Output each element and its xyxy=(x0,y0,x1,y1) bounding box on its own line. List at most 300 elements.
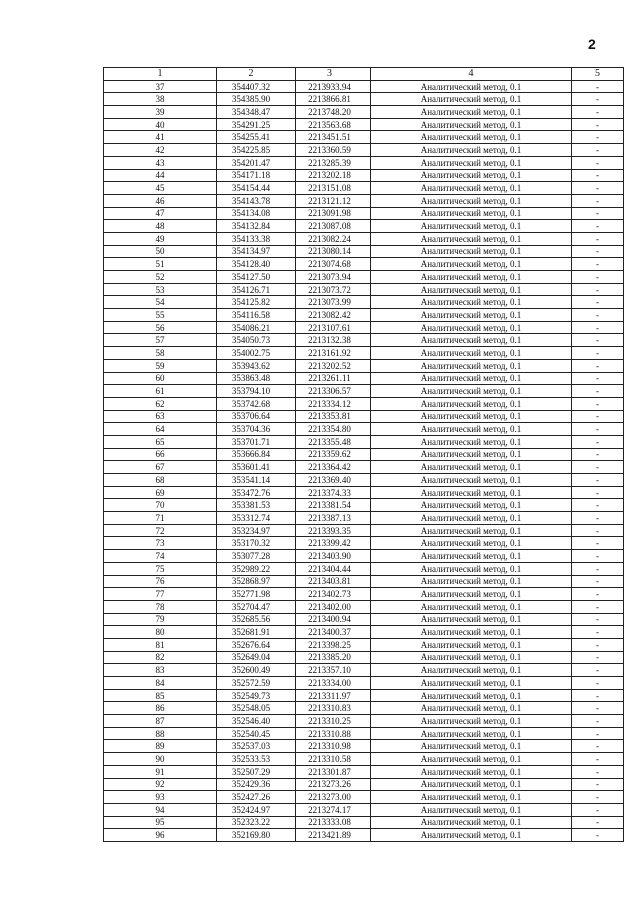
x-coordinate-cell: 354134.97 xyxy=(217,245,296,258)
y-coordinate-cell: 2213285.39 xyxy=(296,156,371,169)
x-coordinate-cell: 353312.74 xyxy=(217,512,296,525)
y-coordinate-cell: 2213080.14 xyxy=(296,245,371,258)
note-cell: - xyxy=(572,118,624,131)
table-row xyxy=(104,372,624,385)
note-cell: - xyxy=(572,207,624,220)
y-coordinate-cell: 2213355.48 xyxy=(296,435,371,448)
point-number-cell: 64 xyxy=(104,423,217,436)
point-number-cell: 62 xyxy=(104,397,217,410)
point-number-cell: 94 xyxy=(104,803,217,816)
note-cell: - xyxy=(572,232,624,245)
method-cell: Аналитический метод, 0.1 xyxy=(371,550,572,563)
note-cell: - xyxy=(572,626,624,639)
x-coordinate-cell: 352323.22 xyxy=(217,816,296,829)
method-cell: Аналитический метод, 0.1 xyxy=(371,435,572,448)
point-number-cell: 56 xyxy=(104,321,217,334)
x-coordinate-cell: 354086.21 xyxy=(217,321,296,334)
x-coordinate-cell: 354132.84 xyxy=(217,220,296,233)
method-cell: Аналитический метод, 0.1 xyxy=(371,474,572,487)
y-coordinate-cell: 2213310.98 xyxy=(296,740,371,753)
point-number-cell: 87 xyxy=(104,715,217,728)
method-cell: Аналитический метод, 0.1 xyxy=(371,753,572,766)
point-number-cell: 76 xyxy=(104,575,217,588)
table-row xyxy=(104,397,624,410)
note-cell: - xyxy=(572,486,624,499)
x-coordinate-cell: 352540.45 xyxy=(217,727,296,740)
method-cell: Аналитический метод, 0.1 xyxy=(371,588,572,601)
y-coordinate-cell: 2213451.51 xyxy=(296,131,371,144)
x-coordinate-cell: 354225.85 xyxy=(217,144,296,157)
note-cell: - xyxy=(572,499,624,512)
table-row xyxy=(104,283,624,296)
note-cell: - xyxy=(572,169,624,182)
table-row xyxy=(104,600,624,613)
point-number-cell: 69 xyxy=(104,486,217,499)
x-coordinate-cell: 353541.14 xyxy=(217,474,296,487)
method-cell: Аналитический метод, 0.1 xyxy=(371,613,572,626)
x-coordinate-cell: 352424.97 xyxy=(217,803,296,816)
table-row xyxy=(104,474,624,487)
note-cell: - xyxy=(572,600,624,613)
y-coordinate-cell: 2213310.88 xyxy=(296,727,371,740)
method-cell: Аналитический метод, 0.1 xyxy=(371,575,572,588)
method-cell: Аналитический метод, 0.1 xyxy=(371,131,572,144)
table-row xyxy=(104,423,624,436)
x-coordinate-cell: 352649.04 xyxy=(217,651,296,664)
y-coordinate-cell: 2213301.87 xyxy=(296,765,371,778)
x-coordinate-cell: 353381.53 xyxy=(217,499,296,512)
x-coordinate-cell: 354348.47 xyxy=(217,106,296,119)
method-cell: Аналитический метод, 0.1 xyxy=(371,803,572,816)
x-coordinate-cell: 353863.48 xyxy=(217,372,296,385)
note-cell: - xyxy=(572,144,624,157)
point-number-cell: 66 xyxy=(104,448,217,461)
note-cell: - xyxy=(572,791,624,804)
table-row xyxy=(104,512,624,525)
note-cell: - xyxy=(572,461,624,474)
x-coordinate-cell: 352537.03 xyxy=(217,740,296,753)
x-coordinate-cell: 352169.80 xyxy=(217,829,296,842)
point-number-cell: 96 xyxy=(104,829,217,842)
note-cell: - xyxy=(572,677,624,690)
table-row xyxy=(104,524,624,537)
x-coordinate-cell: 352989.22 xyxy=(217,562,296,575)
x-coordinate-cell: 354133.38 xyxy=(217,232,296,245)
note-cell: - xyxy=(572,638,624,651)
y-coordinate-cell: 2213385.20 xyxy=(296,651,371,664)
x-coordinate-cell: 354385.90 xyxy=(217,93,296,106)
table-row xyxy=(104,537,624,550)
column-header: 1 xyxy=(104,68,217,81)
table-row xyxy=(104,626,624,639)
method-cell: Аналитический метод, 0.1 xyxy=(371,512,572,525)
point-number-cell: 68 xyxy=(104,474,217,487)
note-cell: - xyxy=(572,702,624,715)
table-row xyxy=(104,93,624,106)
table-row xyxy=(104,296,624,309)
point-number-cell: 52 xyxy=(104,271,217,284)
x-coordinate-cell: 353077.28 xyxy=(217,550,296,563)
column-header: 4 xyxy=(371,68,572,81)
x-coordinate-cell: 352600.49 xyxy=(217,664,296,677)
method-cell: Аналитический метод, 0.1 xyxy=(371,626,572,639)
point-number-cell: 82 xyxy=(104,651,217,664)
x-coordinate-cell: 354134.08 xyxy=(217,207,296,220)
y-coordinate-cell: 2213161.92 xyxy=(296,347,371,360)
table-row xyxy=(104,80,624,93)
table-row xyxy=(104,220,624,233)
y-coordinate-cell: 2213202.18 xyxy=(296,169,371,182)
point-number-cell: 79 xyxy=(104,613,217,626)
x-coordinate-cell: 354128.40 xyxy=(217,258,296,271)
y-coordinate-cell: 2213334.00 xyxy=(296,677,371,690)
y-coordinate-cell: 2213364.42 xyxy=(296,461,371,474)
x-coordinate-cell: 353794.10 xyxy=(217,385,296,398)
coordinates-table xyxy=(103,67,624,842)
y-coordinate-cell: 2213091.98 xyxy=(296,207,371,220)
y-coordinate-cell: 2213074.68 xyxy=(296,258,371,271)
y-coordinate-cell: 2213374.33 xyxy=(296,486,371,499)
note-cell: - xyxy=(572,93,624,106)
y-coordinate-cell: 2213082.24 xyxy=(296,232,371,245)
table-row xyxy=(104,461,624,474)
point-number-cell: 72 xyxy=(104,524,217,537)
note-cell: - xyxy=(572,385,624,398)
point-number-cell: 80 xyxy=(104,626,217,639)
table-row xyxy=(104,385,624,398)
point-number-cell: 53 xyxy=(104,283,217,296)
point-number-cell: 78 xyxy=(104,600,217,613)
method-cell: Аналитический метод, 0.1 xyxy=(371,347,572,360)
point-number-cell: 50 xyxy=(104,245,217,258)
note-cell: - xyxy=(572,588,624,601)
note-cell: - xyxy=(572,715,624,728)
table-row xyxy=(104,118,624,131)
method-cell: Аналитический метод, 0.1 xyxy=(371,702,572,715)
method-cell: Аналитический метод, 0.1 xyxy=(371,410,572,423)
table-row xyxy=(104,448,624,461)
table-row xyxy=(104,182,624,195)
method-cell: Аналитический метод, 0.1 xyxy=(371,448,572,461)
y-coordinate-cell: 2213421.89 xyxy=(296,829,371,842)
x-coordinate-cell: 353601.41 xyxy=(217,461,296,474)
table-body xyxy=(104,80,624,841)
method-cell: Аналитический метод, 0.1 xyxy=(371,791,572,804)
y-coordinate-cell: 2213357.10 xyxy=(296,664,371,677)
x-coordinate-cell: 353742.68 xyxy=(217,397,296,410)
method-cell: Аналитический метод, 0.1 xyxy=(371,778,572,791)
note-cell: - xyxy=(572,448,624,461)
method-cell: Аналитический метод, 0.1 xyxy=(371,765,572,778)
x-coordinate-cell: 352427.26 xyxy=(217,791,296,804)
x-coordinate-cell: 352681.91 xyxy=(217,626,296,639)
table-row xyxy=(104,562,624,575)
note-cell: - xyxy=(572,524,624,537)
table-row xyxy=(104,727,624,740)
note-cell: - xyxy=(572,245,624,258)
x-coordinate-cell: 354126.71 xyxy=(217,283,296,296)
point-number-cell: 81 xyxy=(104,638,217,651)
point-number-cell: 59 xyxy=(104,359,217,372)
point-number-cell: 40 xyxy=(104,118,217,131)
table-row xyxy=(104,550,624,563)
table-row xyxy=(104,638,624,651)
point-number-cell: 88 xyxy=(104,727,217,740)
note-cell: - xyxy=(572,359,624,372)
y-coordinate-cell: 2213360.59 xyxy=(296,144,371,157)
table-row xyxy=(104,207,624,220)
table-row xyxy=(104,588,624,601)
y-coordinate-cell: 2213402.73 xyxy=(296,588,371,601)
method-cell: Аналитический метод, 0.1 xyxy=(371,638,572,651)
point-number-cell: 86 xyxy=(104,702,217,715)
method-cell: Аналитический метод, 0.1 xyxy=(371,385,572,398)
point-number-cell: 84 xyxy=(104,677,217,690)
point-number-cell: 75 xyxy=(104,562,217,575)
y-coordinate-cell: 2213310.58 xyxy=(296,753,371,766)
x-coordinate-cell: 354291.25 xyxy=(217,118,296,131)
point-number-cell: 55 xyxy=(104,309,217,322)
note-cell: - xyxy=(572,410,624,423)
point-number-cell: 83 xyxy=(104,664,217,677)
y-coordinate-cell: 2213393.35 xyxy=(296,524,371,537)
point-number-cell: 70 xyxy=(104,499,217,512)
x-coordinate-cell: 353472.76 xyxy=(217,486,296,499)
x-coordinate-cell: 352868.97 xyxy=(217,575,296,588)
note-cell: - xyxy=(572,575,624,588)
x-coordinate-cell: 352704.47 xyxy=(217,600,296,613)
y-coordinate-cell: 2213087.08 xyxy=(296,220,371,233)
table-row xyxy=(104,740,624,753)
note-cell: - xyxy=(572,296,624,309)
x-coordinate-cell: 352533.53 xyxy=(217,753,296,766)
point-number-cell: 41 xyxy=(104,131,217,144)
y-coordinate-cell: 2213273.26 xyxy=(296,778,371,791)
table-row xyxy=(104,144,624,157)
table-row xyxy=(104,131,624,144)
method-cell: Аналитический метод, 0.1 xyxy=(371,423,572,436)
note-cell: - xyxy=(572,283,624,296)
point-number-cell: 49 xyxy=(104,232,217,245)
table-row xyxy=(104,194,624,207)
x-coordinate-cell: 352549.73 xyxy=(217,689,296,702)
column-header: 5 xyxy=(572,68,624,81)
method-cell: Аналитический метод, 0.1 xyxy=(371,182,572,195)
point-number-cell: 60 xyxy=(104,372,217,385)
point-number-cell: 61 xyxy=(104,385,217,398)
point-number-cell: 74 xyxy=(104,550,217,563)
point-number-cell: 91 xyxy=(104,765,217,778)
table-row xyxy=(104,829,624,842)
note-cell: - xyxy=(572,512,624,525)
note-cell: - xyxy=(572,689,624,702)
method-cell: Аналитический метод, 0.1 xyxy=(371,106,572,119)
note-cell: - xyxy=(572,778,624,791)
y-coordinate-cell: 2213400.94 xyxy=(296,613,371,626)
table-row xyxy=(104,156,624,169)
table-row xyxy=(104,765,624,778)
method-cell: Аналитический метод, 0.1 xyxy=(371,207,572,220)
method-cell: Аналитический метод, 0.1 xyxy=(371,537,572,550)
x-coordinate-cell: 352548.05 xyxy=(217,702,296,715)
method-cell: Аналитический метод, 0.1 xyxy=(371,334,572,347)
method-cell: Аналитический метод, 0.1 xyxy=(371,829,572,842)
column-header: 3 xyxy=(296,68,371,81)
y-coordinate-cell: 2213121.12 xyxy=(296,194,371,207)
method-cell: Аналитический метод, 0.1 xyxy=(371,258,572,271)
method-cell: Аналитический метод, 0.1 xyxy=(371,600,572,613)
point-number-cell: 92 xyxy=(104,778,217,791)
method-cell: Аналитический метод, 0.1 xyxy=(371,321,572,334)
method-cell: Аналитический метод, 0.1 xyxy=(371,689,572,702)
y-coordinate-cell: 2213107.61 xyxy=(296,321,371,334)
table-row xyxy=(104,702,624,715)
y-coordinate-cell: 2213353.81 xyxy=(296,410,371,423)
point-number-cell: 54 xyxy=(104,296,217,309)
note-cell: - xyxy=(572,194,624,207)
page-number: 2 xyxy=(588,36,596,52)
method-cell: Аналитический метод, 0.1 xyxy=(371,651,572,664)
method-cell: Аналитический метод, 0.1 xyxy=(371,727,572,740)
note-cell: - xyxy=(572,537,624,550)
y-coordinate-cell: 2213748.20 xyxy=(296,106,371,119)
point-number-cell: 67 xyxy=(104,461,217,474)
point-number-cell: 44 xyxy=(104,169,217,182)
point-number-cell: 37 xyxy=(104,80,217,93)
note-cell: - xyxy=(572,740,624,753)
y-coordinate-cell: 2213866.81 xyxy=(296,93,371,106)
x-coordinate-cell: 354255.41 xyxy=(217,131,296,144)
table-row xyxy=(104,435,624,448)
x-coordinate-cell: 354201.47 xyxy=(217,156,296,169)
x-coordinate-cell: 352685.56 xyxy=(217,613,296,626)
x-coordinate-cell: 353701.71 xyxy=(217,435,296,448)
y-coordinate-cell: 2213202.52 xyxy=(296,359,371,372)
point-number-cell: 51 xyxy=(104,258,217,271)
x-coordinate-cell: 353234.97 xyxy=(217,524,296,537)
x-coordinate-cell: 353170.32 xyxy=(217,537,296,550)
table-row xyxy=(104,677,624,690)
table-row xyxy=(104,258,624,271)
point-number-cell: 65 xyxy=(104,435,217,448)
y-coordinate-cell: 2213387.13 xyxy=(296,512,371,525)
y-coordinate-cell: 2213274.17 xyxy=(296,803,371,816)
note-cell: - xyxy=(572,423,624,436)
point-number-cell: 46 xyxy=(104,194,217,207)
table-row xyxy=(104,309,624,322)
point-number-cell: 42 xyxy=(104,144,217,157)
y-coordinate-cell: 2213381.54 xyxy=(296,499,371,512)
method-cell: Аналитический метод, 0.1 xyxy=(371,144,572,157)
y-coordinate-cell: 2213073.94 xyxy=(296,271,371,284)
x-coordinate-cell: 353704.36 xyxy=(217,423,296,436)
point-number-cell: 43 xyxy=(104,156,217,169)
point-number-cell: 38 xyxy=(104,93,217,106)
y-coordinate-cell: 2213151.08 xyxy=(296,182,371,195)
y-coordinate-cell: 2213563.68 xyxy=(296,118,371,131)
method-cell: Аналитический метод, 0.1 xyxy=(371,664,572,677)
point-number-cell: 47 xyxy=(104,207,217,220)
y-coordinate-cell: 2213404.44 xyxy=(296,562,371,575)
note-cell: - xyxy=(572,474,624,487)
note-cell: - xyxy=(572,131,624,144)
y-coordinate-cell: 2213369.40 xyxy=(296,474,371,487)
y-coordinate-cell: 2213082.42 xyxy=(296,309,371,322)
point-number-cell: 39 xyxy=(104,106,217,119)
method-cell: Аналитический метод, 0.1 xyxy=(371,397,572,410)
x-coordinate-cell: 354154.44 xyxy=(217,182,296,195)
x-coordinate-cell: 353706.64 xyxy=(217,410,296,423)
y-coordinate-cell: 2213311.97 xyxy=(296,689,371,702)
table-row xyxy=(104,664,624,677)
x-coordinate-cell: 352676.64 xyxy=(217,638,296,651)
y-coordinate-cell: 2213132.38 xyxy=(296,334,371,347)
y-coordinate-cell: 2213403.81 xyxy=(296,575,371,588)
point-number-cell: 71 xyxy=(104,512,217,525)
point-number-cell: 45 xyxy=(104,182,217,195)
method-cell: Аналитический метод, 0.1 xyxy=(371,740,572,753)
y-coordinate-cell: 2213359.62 xyxy=(296,448,371,461)
table-row xyxy=(104,575,624,588)
note-cell: - xyxy=(572,347,624,360)
y-coordinate-cell: 2213334.12 xyxy=(296,397,371,410)
x-coordinate-cell: 354002.75 xyxy=(217,347,296,360)
table-row xyxy=(104,347,624,360)
x-coordinate-cell: 352572.59 xyxy=(217,677,296,690)
point-number-cell: 73 xyxy=(104,537,217,550)
note-cell: - xyxy=(572,765,624,778)
table-row xyxy=(104,486,624,499)
note-cell: - xyxy=(572,182,624,195)
y-coordinate-cell: 2213333.08 xyxy=(296,816,371,829)
point-number-cell: 90 xyxy=(104,753,217,766)
y-coordinate-cell: 2213310.25 xyxy=(296,715,371,728)
method-cell: Аналитический метод, 0.1 xyxy=(371,80,572,93)
note-cell: - xyxy=(572,753,624,766)
note-cell: - xyxy=(572,372,624,385)
y-coordinate-cell: 2213933.94 xyxy=(296,80,371,93)
note-cell: - xyxy=(572,156,624,169)
x-coordinate-cell: 354143.78 xyxy=(217,194,296,207)
method-cell: Аналитический метод, 0.1 xyxy=(371,499,572,512)
note-cell: - xyxy=(572,271,624,284)
x-coordinate-cell: 354407.32 xyxy=(217,80,296,93)
y-coordinate-cell: 2213400.37 xyxy=(296,626,371,639)
table-row xyxy=(104,499,624,512)
x-coordinate-cell: 353943.62 xyxy=(217,359,296,372)
table-row xyxy=(104,689,624,702)
y-coordinate-cell: 2213354.80 xyxy=(296,423,371,436)
method-cell: Аналитический метод, 0.1 xyxy=(371,524,572,537)
table-row xyxy=(104,106,624,119)
x-coordinate-cell: 354127.50 xyxy=(217,271,296,284)
method-cell: Аналитический метод, 0.1 xyxy=(371,118,572,131)
table-row xyxy=(104,816,624,829)
x-coordinate-cell: 354050.73 xyxy=(217,334,296,347)
point-number-cell: 93 xyxy=(104,791,217,804)
method-cell: Аналитический метод, 0.1 xyxy=(371,296,572,309)
note-cell: - xyxy=(572,309,624,322)
method-cell: Аналитический метод, 0.1 xyxy=(371,220,572,233)
point-number-cell: 85 xyxy=(104,689,217,702)
y-coordinate-cell: 2213310.83 xyxy=(296,702,371,715)
note-cell: - xyxy=(572,727,624,740)
table-row xyxy=(104,651,624,664)
method-cell: Аналитический метод, 0.1 xyxy=(371,715,572,728)
note-cell: - xyxy=(572,562,624,575)
note-cell: - xyxy=(572,80,624,93)
table-row xyxy=(104,613,624,626)
